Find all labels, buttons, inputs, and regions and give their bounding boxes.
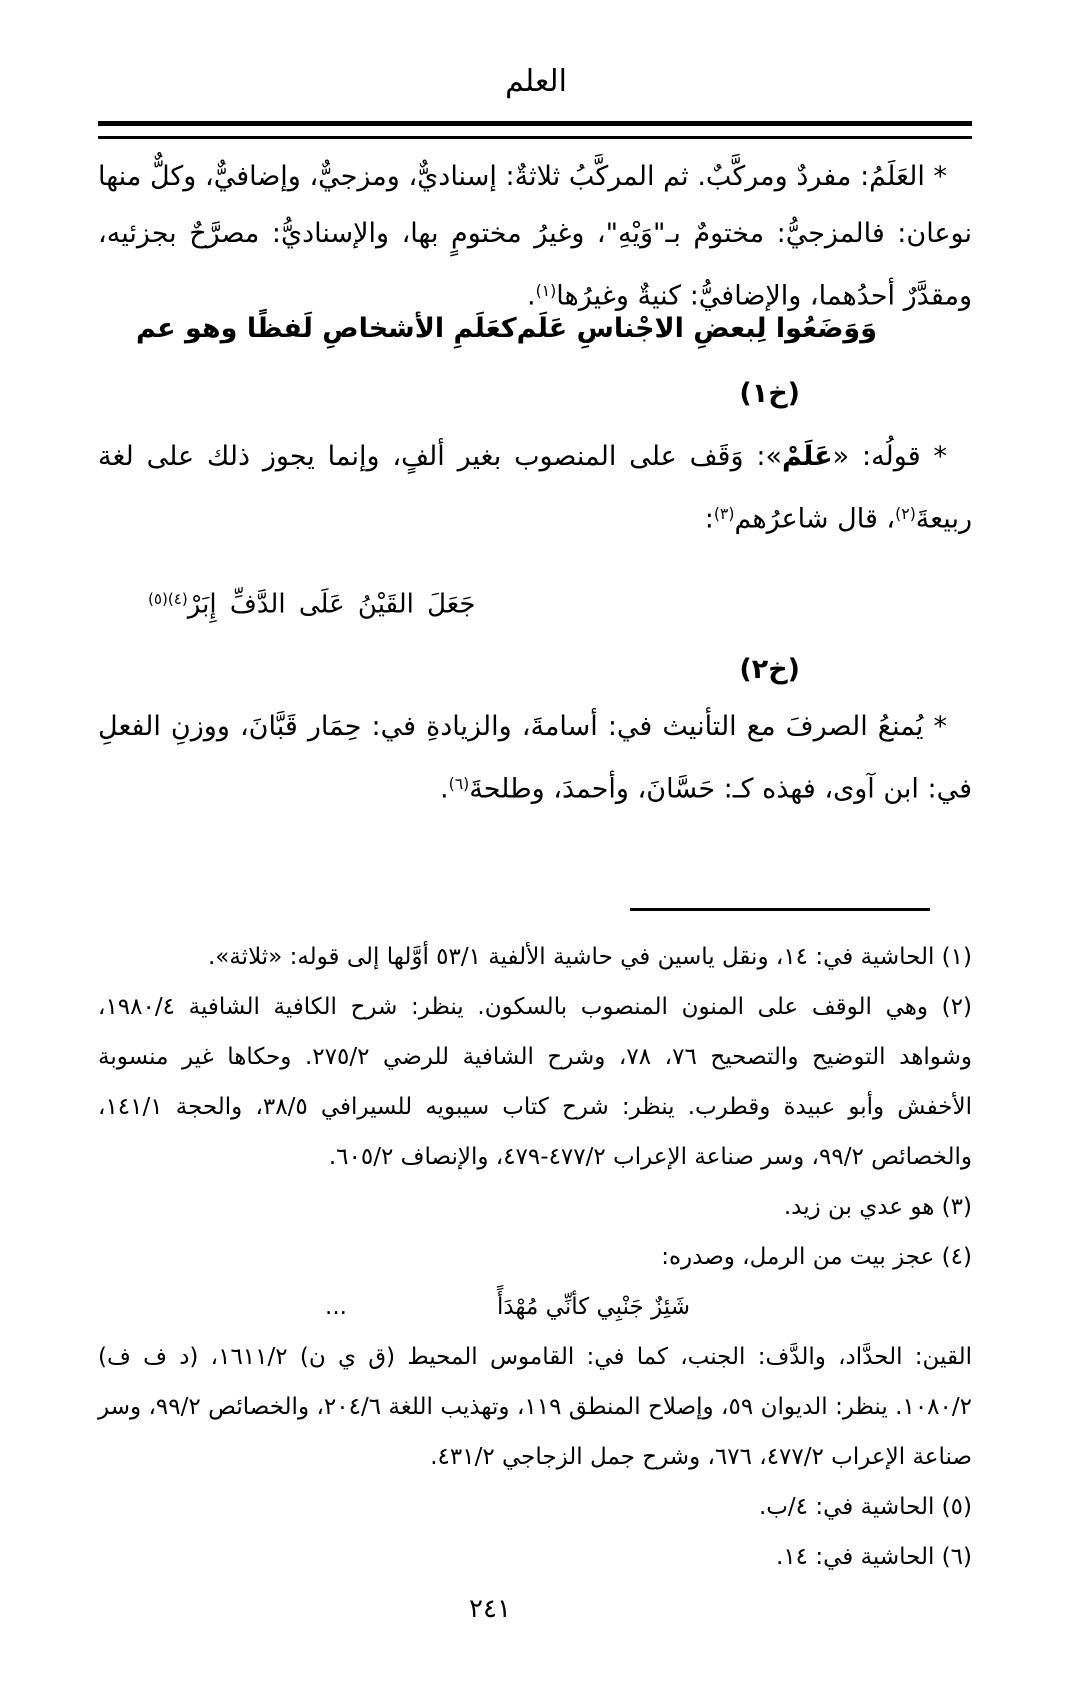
footnote-4-verse xyxy=(98,1282,972,1332)
main-paragraph-2: * قولُه: «عَلَمْ»: وَقَف على المنصوب بغير ألفٍ، وإنما يجوز ذلك على لغة ربيعةَ$^{(٢)}$، قال شاعرُهم$^{(٣)}$: xyxy=(98,441,972,535)
header-rule-thin xyxy=(98,136,972,139)
header-rule-thick xyxy=(98,121,972,126)
footnote-4 xyxy=(98,1232,972,1482)
footnote-5: (٥) الحاشية في: ٤/ب. xyxy=(758,1494,972,1520)
page-number: ٢٤١ xyxy=(469,1594,511,1624)
footnote-4-intro: (٤) عجز بيت من الرمل، وصدره: xyxy=(661,1244,972,1270)
main-paragraph-1: * العَلَمُ: مفردٌ ومركَّبٌ. ثم المركَّبُ ثلاثةٌ: إسناديٌّ، ومزجيٌّ، وإضافيٌّ، وكلٌّ منها نوعان: فالمزجيُّ: مختومٌ بـ"وَيْهِ"، وغيرُ مختومٍ بها، والإسناديُّ: مصرَّحٌ بجزئيه، ومقدَّرٌ أحدُهما، والإضافيُّ: كنيةٌ وغيرُها$^{(١)}$. xyxy=(98,161,972,312)
footnote-3: (٣) هو عدي بن زيد. xyxy=(783,1194,972,1220)
footnote-1: (١) الحاشية في: ١٤، ونقل ياسين في حاشية الألفية ٥٣/١ أوَّلها إلى قوله: «ثلاثة». xyxy=(207,944,972,970)
footnote-separator xyxy=(630,908,930,911)
chapter-title: العلم xyxy=(505,64,567,99)
footnote-4-continuation: القين: الحدَّاد، والدَّف: الجنب، كما في: القاموس المحيط (ق ي ن) ١٦١١/٢، (د ف ف) ١٠٨٠/٢. ينظر: الديوان ٥٩، وإصلاح المنطق ١١٩، وتهذيب اللغة ٢٠٤/٦، والخصائص ٩٩/٢، وسر صناعة الإعراب ٤٧٧/٢، ٦٧٦، وشرح جمل الزجاجي ٤٣١/٢. xyxy=(98,1344,972,1470)
alfiyya-verse-line xyxy=(98,307,972,351)
footnote-4-hemistich: شَئِزٌ جَنْبِي كأنِّي مُهْدَأً xyxy=(496,1294,690,1320)
section-heading-kh2: (خ٢) xyxy=(739,654,800,685)
footnote-4-ellipsis: ... xyxy=(325,1294,347,1320)
footnotes-block xyxy=(98,932,972,1582)
footnote-6: (٦) الحاشية في: ١٤. xyxy=(776,1544,972,1570)
poem-hemistich-left: كعَلَمِ الأشخاصِ لَفظًا وهو عم xyxy=(135,313,517,344)
section-heading-kh1: (خ١) xyxy=(739,378,800,409)
quoted-verse-line: جَعَلَ القَيْنُ عَلَى الدَّفِّ إِبَرْ$^{(٤)(٥)}$ xyxy=(148,589,476,620)
footnote-2: (٢) وهي الوقف على المنون المنصوب بالسكون. ينظر: شرح الكافية الشافية ١٩٨٠/٤، وشواهد التوضيح والتصحيح ٧٦، ٧٨، وشرح الشافية للرضي ٢٧٥/٢. وحكاها غير منسوبة الأخفش وأبو عبيدة وقطرب. ينظر: شرح كتاب سيبويه للسيرافي ٣٨/٥، والحجة ١٤١/١، والخصائص ٩٩/٢، وسر صناعة الإعراب ٤٧٧/٢-٤٧٩، والإنصاف ٦٠٥/٢. xyxy=(98,994,972,1170)
poem-hemistich-right: وَوَضَعُوا لِبعضِ الاجْناسِ عَلَم xyxy=(516,313,877,344)
main-paragraph-3: * يُمنعُ الصرفَ مع التأنيث في: أسامةَ، والزيادةِ في: حِمَار قَبَّانَ، ووزنِ الفعلِ في: ابن آوى، فهذه كـ: حَسَّانَ، وأحمدَ، وطلحةَ$^{(٦)}$. xyxy=(98,711,972,805)
